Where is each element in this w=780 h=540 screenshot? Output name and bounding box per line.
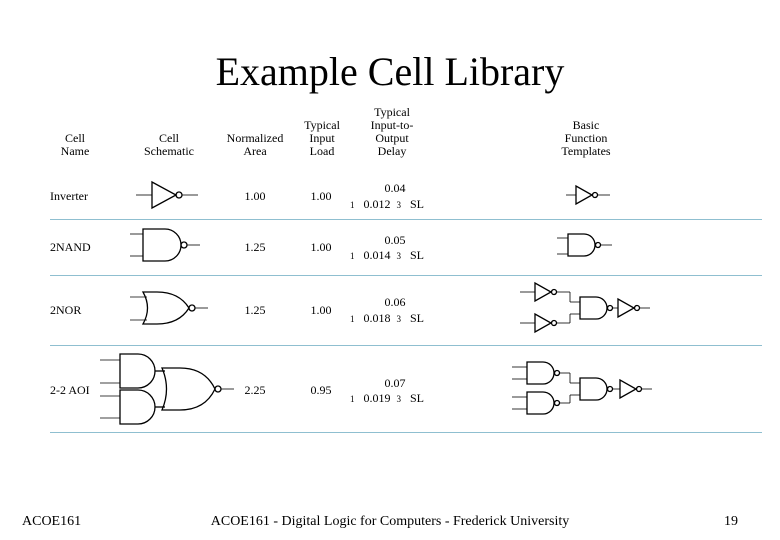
row-inverter-area: 1.00 — [244, 189, 266, 203]
row-2nor-area: 1.25 — [244, 303, 266, 317]
row-aoi-load: 0.95 — [310, 383, 332, 397]
row-2nor-delay-slope: 1 0.018 3 SL — [350, 311, 425, 325]
row-2nor-delay-intrinsic: 0.06 — [384, 295, 406, 309]
row-2nand-area: 1.25 — [244, 240, 266, 254]
row-2nand-load: 1.00 — [310, 240, 332, 254]
header-cell-schematic: Cell Schematic — [144, 131, 194, 158]
row-2nor-load: 1.00 — [310, 303, 332, 317]
template-aoi — [512, 362, 652, 414]
header-typical-input-load: Typical Input Load — [304, 118, 340, 158]
row-aoi-name: 2-2 AOI — [50, 383, 90, 397]
row-inverter-delay-slope: 1 0.012 3 SL — [350, 197, 425, 211]
row-aoi-area: 2.25 — [244, 383, 266, 397]
template-nor — [520, 283, 650, 332]
row-inverter-delay-intrinsic: 0.04 — [384, 181, 406, 195]
row-aoi-delay-slope: 1 0.019 3 SL — [350, 391, 425, 405]
row-inverter-load: 1.00 — [310, 189, 332, 203]
header-basic-templates: Basic Function Templates — [561, 118, 611, 158]
row-aoi-delay-intrinsic: 0.07 — [384, 376, 406, 390]
row-2nand-name: 2NAND — [50, 240, 91, 254]
inverter-schematic — [136, 182, 198, 208]
template-inverter — [566, 186, 610, 204]
template-nand — [557, 234, 612, 256]
nor-schematic — [130, 292, 208, 324]
row-2nor-name: 2NOR — [50, 303, 82, 317]
row-2nand-delay-intrinsic: 0.05 — [384, 233, 406, 247]
footer-course-code: ACOE161 — [22, 514, 82, 529]
aoi-schematic — [100, 354, 234, 424]
page-title: Example Cell Library — [215, 49, 565, 94]
header-typical-delay: Typical Input-to- Output Delay — [370, 105, 414, 158]
row-2nand-delay-slope: 1 0.014 3 SL — [350, 248, 425, 262]
nand-schematic — [130, 229, 200, 261]
footer-course-title: ACOE161 - Digital Logic for Computers - Frederick University — [210, 514, 570, 529]
row-inverter-name: Inverter — [50, 189, 88, 203]
page-number: 19 — [724, 514, 738, 529]
header-normalized-area: Normalized Area — [226, 131, 284, 158]
header-cell-name: Cell Name — [60, 131, 90, 158]
